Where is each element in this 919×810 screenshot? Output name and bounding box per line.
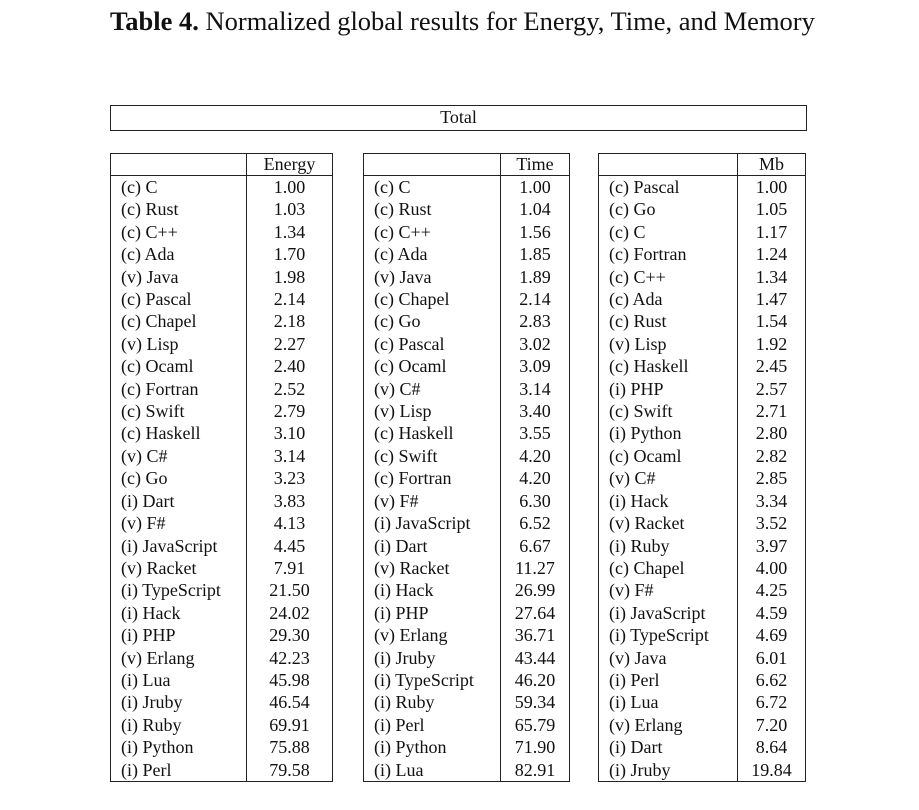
language-name: (i) Hack — [599, 490, 738, 512]
table-row — [364, 512, 570, 534]
normalized-value: 8.64 — [738, 736, 806, 758]
normalized-value: 1.92 — [738, 333, 806, 355]
language-name: (c) C — [599, 221, 738, 243]
language-name: (v) F# — [364, 490, 501, 512]
table-row — [111, 243, 333, 265]
language-name: (i) Ruby — [599, 535, 738, 557]
table-row — [599, 266, 806, 288]
table-row — [364, 669, 570, 691]
language-name: (v) Lisp — [599, 333, 738, 355]
normalized-value: 1.34 — [738, 266, 806, 288]
language-name: (v) C# — [364, 378, 501, 400]
language-name: (i) JavaScript — [599, 602, 738, 624]
table-row — [364, 647, 570, 669]
table-row — [111, 221, 333, 243]
language-name: (c) C — [364, 176, 501, 199]
language-name: (i) PHP — [599, 378, 738, 400]
table-row — [364, 602, 570, 624]
table-row — [111, 759, 333, 782]
normalized-value: 79.58 — [247, 759, 333, 782]
normalized-value: 6.72 — [738, 691, 806, 713]
time-header: Time — [501, 154, 570, 176]
normalized-value: 2.82 — [738, 445, 806, 467]
energy-header: Energy — [247, 154, 333, 176]
table-row — [599, 669, 806, 691]
table-row — [364, 759, 570, 782]
normalized-value: 1.00 — [738, 176, 806, 199]
language-name: (c) Ocaml — [364, 355, 501, 377]
table-row — [111, 445, 333, 467]
normalized-value: 6.52 — [501, 512, 570, 534]
table-row — [599, 624, 806, 646]
normalized-value: 45.98 — [247, 669, 333, 691]
language-name: (i) Hack — [111, 602, 247, 624]
language-name: (c) Rust — [364, 198, 501, 220]
language-name: (c) Rust — [111, 198, 247, 220]
language-name: (i) Ruby — [364, 691, 501, 713]
normalized-value: 6.67 — [501, 535, 570, 557]
table-row — [364, 691, 570, 713]
language-name: (i) JavaScript — [111, 535, 247, 557]
table-row — [364, 355, 570, 377]
table-row — [599, 691, 806, 713]
language-name: (i) TypeScript — [599, 624, 738, 646]
table-row — [599, 647, 806, 669]
table-row — [364, 176, 570, 199]
normalized-value: 4.45 — [247, 535, 333, 557]
normalized-value: 43.44 — [501, 647, 570, 669]
language-name: (c) C++ — [599, 266, 738, 288]
normalized-value: 1.24 — [738, 243, 806, 265]
language-name: (i) Python — [364, 736, 501, 758]
normalized-value: 1.70 — [247, 243, 333, 265]
table-row — [599, 714, 806, 736]
memory-table — [598, 153, 806, 782]
language-name: (i) Perl — [111, 759, 247, 782]
normalized-value: 4.69 — [738, 624, 806, 646]
language-name: (v) Racket — [111, 557, 247, 579]
table-row — [111, 647, 333, 669]
table-row — [111, 288, 333, 310]
language-name: (c) Ada — [111, 243, 247, 265]
language-name: (c) C++ — [111, 221, 247, 243]
normalized-value: 65.79 — [501, 714, 570, 736]
normalized-value: 82.91 — [501, 759, 570, 782]
normalized-value: 1.00 — [247, 176, 333, 199]
language-name: (c) Ada — [364, 243, 501, 265]
normalized-value: 42.23 — [247, 647, 333, 669]
language-name: (i) JavaScript — [364, 512, 501, 534]
table-row — [364, 535, 570, 557]
normalized-value: 27.64 — [501, 602, 570, 624]
normalized-value: 3.23 — [247, 467, 333, 489]
table-row — [599, 445, 806, 467]
language-name: (c) Rust — [599, 310, 738, 332]
language-name: (i) Perl — [364, 714, 501, 736]
table-row — [364, 266, 570, 288]
language-name: (c) Fortran — [111, 378, 247, 400]
language-name: (c) Go — [364, 310, 501, 332]
normalized-value: 3.83 — [247, 490, 333, 512]
language-name: (i) TypeScript — [364, 669, 501, 691]
table-row — [111, 557, 333, 579]
table-row — [111, 355, 333, 377]
normalized-value: 6.62 — [738, 669, 806, 691]
language-name: (v) Erlang — [364, 624, 501, 646]
normalized-value: 4.25 — [738, 579, 806, 601]
language-name: (c) Chapel — [111, 310, 247, 332]
language-name: (i) Python — [599, 422, 738, 444]
language-name: (c) C — [111, 176, 247, 199]
table-row — [364, 400, 570, 422]
normalized-value: 2.14 — [501, 288, 570, 310]
normalized-value: 3.10 — [247, 422, 333, 444]
language-name: (i) Python — [111, 736, 247, 758]
language-name: (c) Pascal — [599, 176, 738, 199]
normalized-value: 3.97 — [738, 535, 806, 557]
normalized-value: 2.79 — [247, 400, 333, 422]
table-row — [599, 557, 806, 579]
language-name: (i) Jruby — [364, 647, 501, 669]
normalized-value: 24.02 — [247, 602, 333, 624]
table-row — [599, 512, 806, 534]
language-name: (i) PHP — [111, 624, 247, 646]
language-name: (i) Lua — [599, 691, 738, 713]
table-row — [111, 490, 333, 512]
table-row — [364, 445, 570, 467]
normalized-value: 1.05 — [738, 198, 806, 220]
table-row — [111, 378, 333, 400]
table-row — [364, 243, 570, 265]
table-row — [364, 557, 570, 579]
language-name: (v) Erlang — [111, 647, 247, 669]
language-name: (i) Jruby — [111, 691, 247, 713]
table-row — [599, 243, 806, 265]
table-row — [111, 310, 333, 332]
normalized-value: 2.57 — [738, 378, 806, 400]
normalized-value: 26.99 — [501, 579, 570, 601]
normalized-value: 6.01 — [738, 647, 806, 669]
language-name: (v) Racket — [364, 557, 501, 579]
normalized-value: 29.30 — [247, 624, 333, 646]
table-row — [364, 333, 570, 355]
table-row — [111, 422, 333, 444]
normalized-value: 2.27 — [247, 333, 333, 355]
language-name: (i) TypeScript — [111, 579, 247, 601]
table-row — [364, 422, 570, 444]
table-row — [111, 198, 333, 220]
table-row — [599, 579, 806, 601]
table-row — [111, 691, 333, 713]
table-row — [599, 467, 806, 489]
table-row — [111, 736, 333, 758]
language-name: (c) Ocaml — [599, 445, 738, 467]
language-name: (v) Java — [364, 266, 501, 288]
normalized-value: 1.17 — [738, 221, 806, 243]
normalized-value: 3.09 — [501, 355, 570, 377]
language-name: (v) F# — [111, 512, 247, 534]
table-row — [111, 714, 333, 736]
normalized-value: 2.52 — [247, 378, 333, 400]
normalized-value: 3.14 — [247, 445, 333, 467]
language-name: (c) Ada — [599, 288, 738, 310]
language-name: (v) Java — [599, 647, 738, 669]
language-name: (c) Chapel — [364, 288, 501, 310]
language-name: (c) Fortran — [599, 243, 738, 265]
table-row — [111, 602, 333, 624]
normalized-value: 36.71 — [501, 624, 570, 646]
table-row — [364, 198, 570, 220]
normalized-value: 3.55 — [501, 422, 570, 444]
normalized-value: 75.88 — [247, 736, 333, 758]
table-row — [364, 624, 570, 646]
language-name: (c) Pascal — [364, 333, 501, 355]
language-name: (i) Jruby — [599, 759, 738, 782]
table-row — [599, 759, 806, 782]
language-name: (c) Go — [599, 198, 738, 220]
language-name: (c) Pascal — [111, 288, 247, 310]
normalized-value: 4.20 — [501, 467, 570, 489]
normalized-value: 46.20 — [501, 669, 570, 691]
table-row — [111, 512, 333, 534]
language-name: (i) PHP — [364, 602, 501, 624]
table-row — [364, 310, 570, 332]
normalized-value: 2.45 — [738, 355, 806, 377]
language-name: (i) Lua — [364, 759, 501, 782]
table-row — [599, 198, 806, 220]
normalized-value: 1.56 — [501, 221, 570, 243]
table-row — [599, 490, 806, 512]
normalized-value: 2.85 — [738, 467, 806, 489]
table-row — [599, 602, 806, 624]
language-name: (c) Swift — [111, 400, 247, 422]
normalized-value: 2.40 — [247, 355, 333, 377]
table-row — [111, 266, 333, 288]
language-name: (i) Dart — [111, 490, 247, 512]
table-row — [111, 579, 333, 601]
table-row — [599, 378, 806, 400]
table-row — [364, 579, 570, 601]
language-name: (v) F# — [599, 579, 738, 601]
table-row — [111, 669, 333, 691]
normalized-value: 3.52 — [738, 512, 806, 534]
normalized-value: 2.18 — [247, 310, 333, 332]
normalized-value: 1.54 — [738, 310, 806, 332]
normalized-value: 71.90 — [501, 736, 570, 758]
language-name: (i) Dart — [364, 535, 501, 557]
time-table — [363, 153, 570, 782]
table-row — [111, 400, 333, 422]
normalized-value: 69.91 — [247, 714, 333, 736]
energy-header-blank — [111, 154, 247, 176]
total-header: Total — [110, 105, 807, 131]
normalized-value: 3.40 — [501, 400, 570, 422]
table-row — [364, 736, 570, 758]
language-name: (c) Haskell — [111, 422, 247, 444]
normalized-value: 2.14 — [247, 288, 333, 310]
language-name: (c) Fortran — [364, 467, 501, 489]
language-name: (v) C# — [599, 467, 738, 489]
table-row — [599, 333, 806, 355]
normalized-value: 7.20 — [738, 714, 806, 736]
memory-header: Mb — [738, 154, 806, 176]
table-row — [599, 400, 806, 422]
language-name: (c) Swift — [599, 400, 738, 422]
language-name: (c) Ocaml — [111, 355, 247, 377]
normalized-value: 11.27 — [501, 557, 570, 579]
language-name: (c) Haskell — [599, 355, 738, 377]
normalized-value: 1.04 — [501, 198, 570, 220]
normalized-value: 3.14 — [501, 378, 570, 400]
memory-header-blank — [599, 154, 738, 176]
language-name: (i) Hack — [364, 579, 501, 601]
language-name: (i) Perl — [599, 669, 738, 691]
normalized-value: 19.84 — [738, 759, 806, 782]
normalized-value: 2.71 — [738, 400, 806, 422]
normalized-value: 3.02 — [501, 333, 570, 355]
normalized-value: 21.50 — [247, 579, 333, 601]
normalized-value: 4.59 — [738, 602, 806, 624]
normalized-value: 4.13 — [247, 512, 333, 534]
normalized-value: 1.00 — [501, 176, 570, 199]
normalized-value: 4.00 — [738, 557, 806, 579]
language-name: (v) Lisp — [111, 333, 247, 355]
normalized-value: 4.20 — [501, 445, 570, 467]
language-name: (i) Dart — [599, 736, 738, 758]
language-name: (c) Go — [111, 467, 247, 489]
normalized-value: 1.89 — [501, 266, 570, 288]
language-name: (v) Lisp — [364, 400, 501, 422]
language-name: (v) Racket — [599, 512, 738, 534]
normalized-value: 59.34 — [501, 691, 570, 713]
table-row — [364, 467, 570, 489]
normalized-value: 1.47 — [738, 288, 806, 310]
language-name: (c) Chapel — [599, 557, 738, 579]
normalized-value: 2.80 — [738, 422, 806, 444]
normalized-value: 1.34 — [247, 221, 333, 243]
table-row — [364, 490, 570, 512]
normalized-value: 3.34 — [738, 490, 806, 512]
normalized-value: 1.85 — [501, 243, 570, 265]
table-row — [364, 221, 570, 243]
normalized-value: 1.98 — [247, 266, 333, 288]
table-row — [111, 535, 333, 557]
time-header-blank — [364, 154, 501, 176]
table-row — [111, 333, 333, 355]
table-row — [599, 736, 806, 758]
language-name: (i) Ruby — [111, 714, 247, 736]
normalized-value: 46.54 — [247, 691, 333, 713]
caption-text: Normalized global results for Energy, Time, and Memory — [205, 6, 815, 36]
table-row — [599, 221, 806, 243]
normalized-value: 6.30 — [501, 490, 570, 512]
language-name: (c) C++ — [364, 221, 501, 243]
table-row — [599, 310, 806, 332]
table-caption — [110, 4, 870, 38]
language-name: (i) Lua — [111, 669, 247, 691]
table-row — [364, 288, 570, 310]
table-row — [364, 378, 570, 400]
table-row — [599, 535, 806, 557]
language-name: (v) Java — [111, 266, 247, 288]
table-row — [599, 355, 806, 377]
table-row — [599, 422, 806, 444]
table-row — [364, 714, 570, 736]
table-row — [599, 176, 806, 199]
normalized-value: 7.91 — [247, 557, 333, 579]
table-row — [599, 288, 806, 310]
normalized-value: 1.03 — [247, 198, 333, 220]
caption-label: Table 4. — [110, 6, 199, 36]
table-row — [111, 467, 333, 489]
language-name: (c) Haskell — [364, 422, 501, 444]
energy-table — [110, 153, 333, 782]
language-name: (c) Swift — [364, 445, 501, 467]
normalized-value: 2.83 — [501, 310, 570, 332]
table-row — [111, 624, 333, 646]
language-name: (v) Erlang — [599, 714, 738, 736]
language-name: (v) C# — [111, 445, 247, 467]
table-row — [111, 176, 333, 199]
